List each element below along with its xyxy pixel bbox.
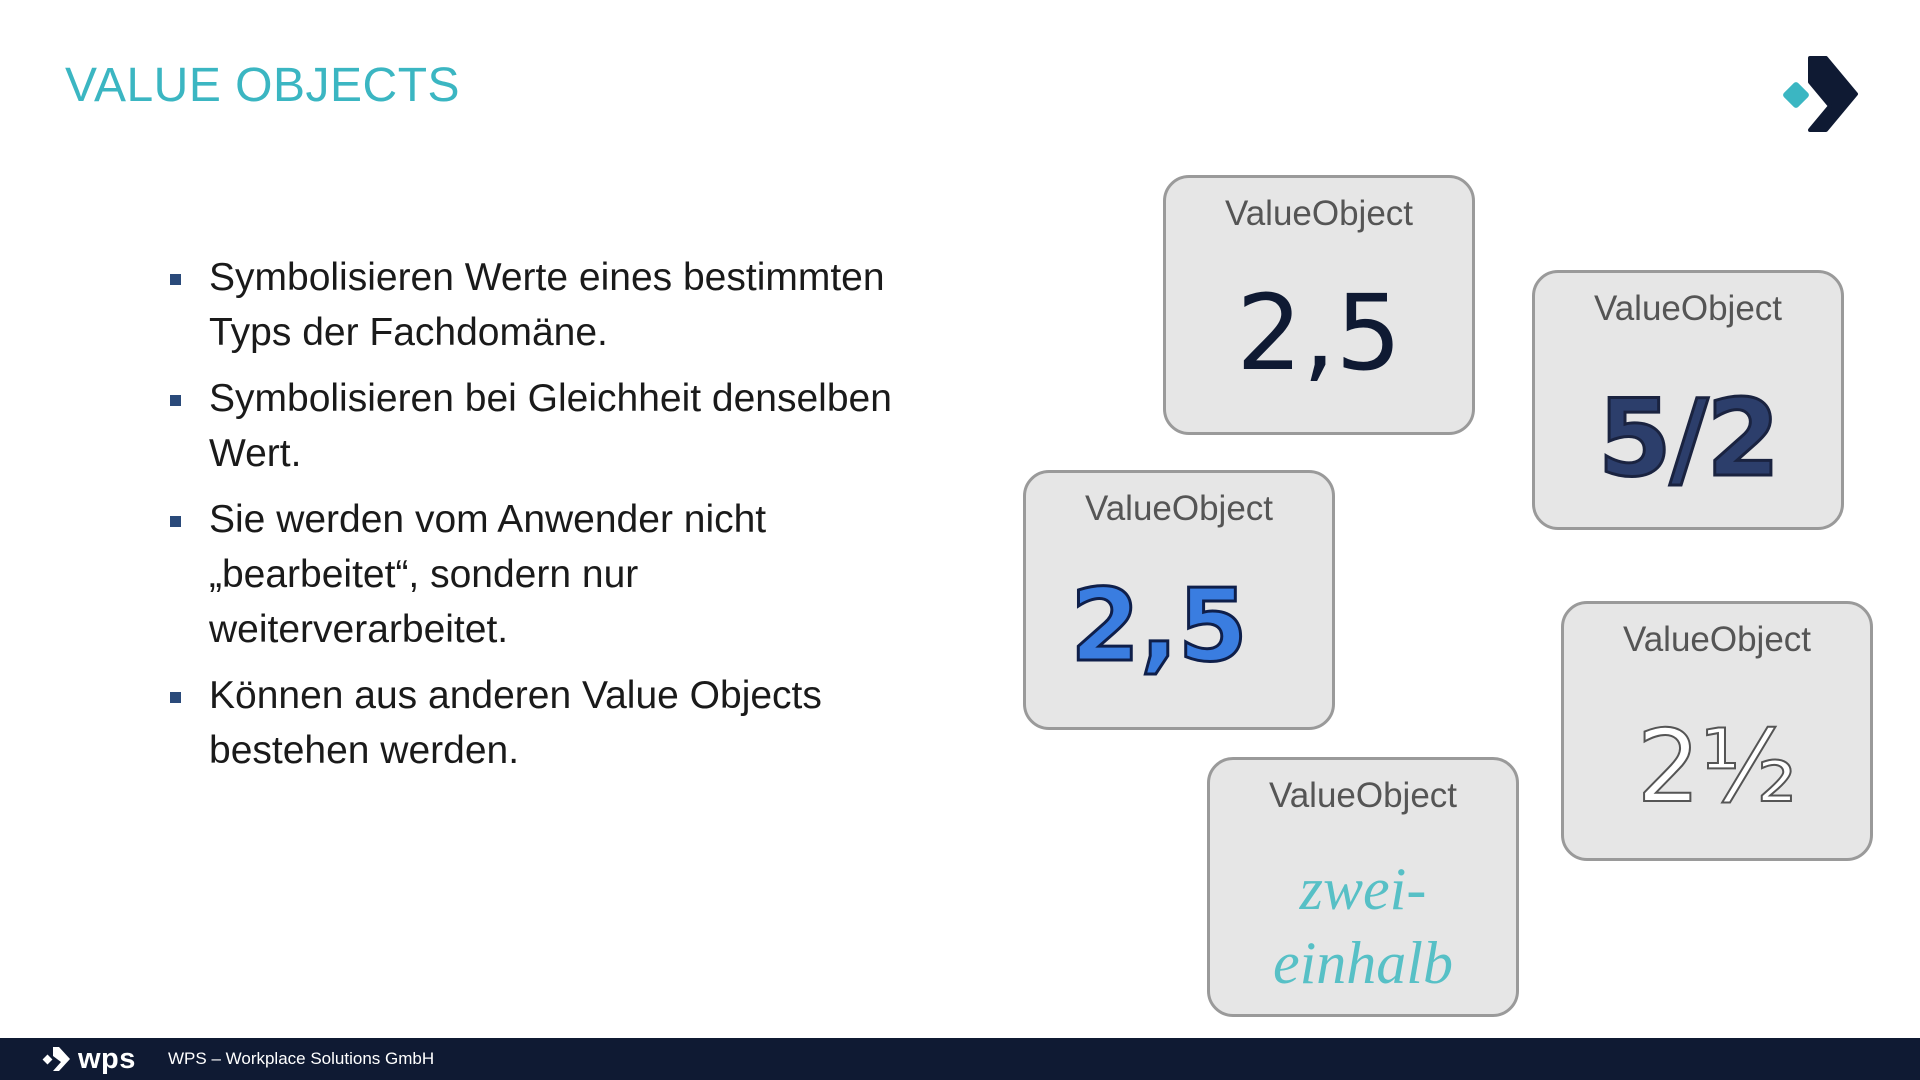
footer-company: WPS – Workplace Solutions GmbH: [168, 1049, 435, 1068]
value-object-card: [1023, 470, 1335, 730]
bullet-item: [168, 492, 908, 657]
bullet-item: [168, 371, 908, 481]
bullet-marker: [170, 692, 181, 703]
value-object-card: [1207, 757, 1519, 1017]
value-object-card: [1163, 175, 1475, 435]
bullet-text: Symbolisieren bei Gleichheit denselben Wert.: [209, 377, 892, 475]
card-label: ValueObject: [1084, 489, 1274, 528]
card-value: 2,5: [1070, 567, 1248, 684]
card-value: 2,5: [1236, 272, 1402, 394]
bullet-item: [168, 250, 908, 360]
wps-chevron-logo-icon: [1780, 52, 1860, 136]
card-value: 2½: [1636, 708, 1798, 825]
footer-bar: [0, 1038, 1920, 1080]
bullet-text: Können aus anderen Value Objects bestehen werden.: [209, 674, 822, 772]
card-value: zwei- einhalb: [1273, 856, 1453, 996]
card-label: ValueObject: [1268, 776, 1458, 815]
bullet-marker: [170, 274, 181, 285]
value-object-card: [1561, 601, 1873, 861]
card-label: ValueObject: [1593, 289, 1783, 328]
bullet-marker: [170, 516, 181, 527]
card-label: ValueObject: [1224, 194, 1414, 233]
value-object-card: [1532, 270, 1844, 530]
footer-brand: wps: [78, 1042, 136, 1075]
bullet-marker: [170, 395, 181, 406]
bullet-list: [168, 250, 908, 789]
card-label: ValueObject: [1622, 620, 1812, 659]
wps-chevron-logo-icon: [42, 1044, 72, 1074]
footer-logo: [42, 1044, 136, 1074]
bullet-item: [168, 668, 908, 778]
slide-title: VALUE OBJECTS: [65, 59, 461, 112]
bullet-text: Symbolisieren Werte eines bestimmten Typs der Fachdomäne.: [209, 256, 885, 354]
card-value: 5/2: [1597, 377, 1779, 500]
bullet-text: Sie werden vom Anwender nicht „bearbeitet“, sondern nur weiterverarbeitet.: [209, 498, 767, 651]
